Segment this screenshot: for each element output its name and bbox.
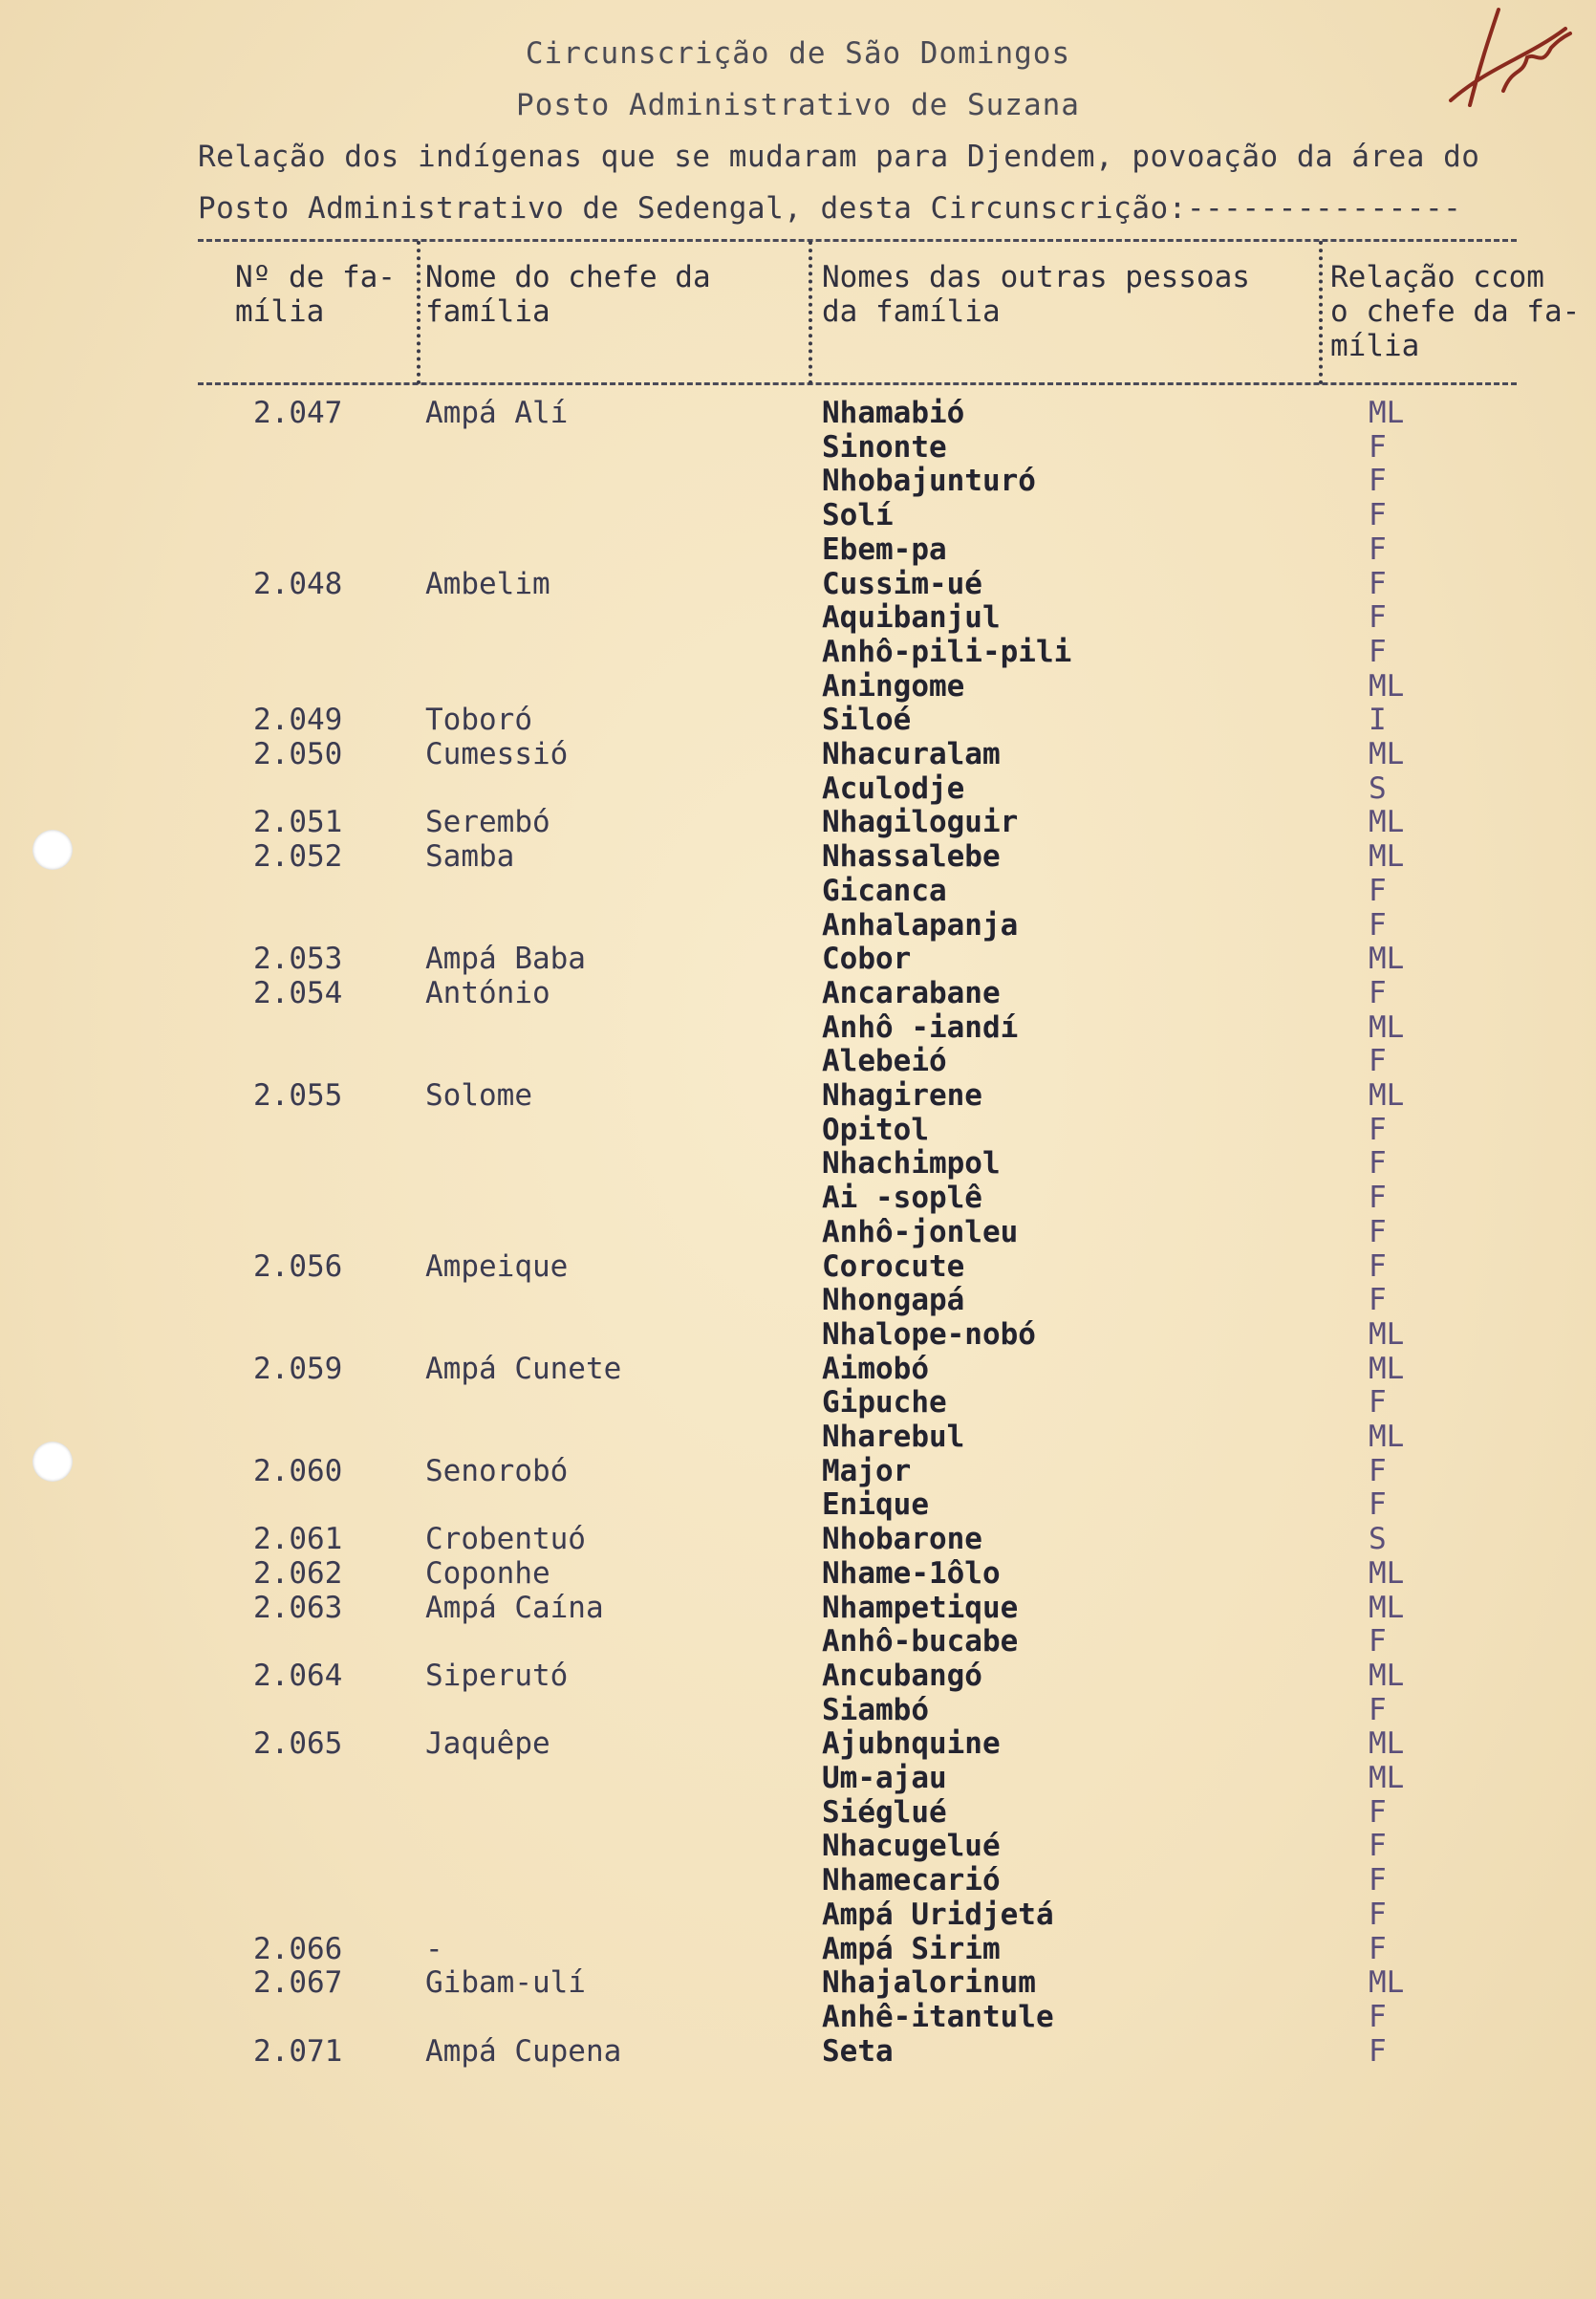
relation-code: ML [1369,1316,1405,1352]
member-name: Nhajalorinum [822,1965,1036,2001]
table-row [0,908,1596,943]
table-row [0,703,1596,737]
relation-code: F [1369,1112,1387,1147]
table-row [0,1556,1596,1591]
table-row [0,1113,1596,1147]
member-name: Alebeió [822,1044,947,1079]
table-row [0,1146,1596,1181]
family-head-name: Crobentuó [425,1522,586,1557]
family-number: 2.054 [253,975,343,1010]
member-name: Ebem-pa [822,531,947,567]
member-name: Solí [822,498,894,533]
relation-code: F [1369,1248,1387,1284]
table-row [0,532,1596,567]
table-row [0,1863,1596,1898]
relation-code: ML [1369,1078,1405,1113]
family-head-name: - [425,1931,443,1966]
table-row [0,635,1596,669]
district-title: Circunscrição de São Domingos [525,36,1071,71]
family-head-name: Gibam-ulí [425,1965,586,2001]
member-name: Nhalope-nobó [822,1316,1036,1352]
member-name: Anhô-jonleu [822,1214,1019,1249]
member-name: Aquibanjul [822,600,1001,636]
table-row [0,1932,1596,1966]
table-row [0,1010,1596,1045]
relation-code: F [1369,1692,1387,1727]
relation-code: ML [1369,1420,1405,1454]
family-number: 2.052 [253,839,343,875]
member-name: Um-ajau [822,1761,947,1795]
member-name: Anhô -iandí [822,1009,1019,1045]
relation-code: ML [1369,737,1405,771]
member-name: Ampá Sirim [822,1931,1001,1966]
relation-code: F [1369,1146,1387,1182]
table-row [0,1044,1596,1078]
member-name: Nhampetique [822,1590,1019,1625]
member-name: Nhacugelué [822,1829,1001,1864]
member-name: Nhassalebe [822,839,1001,875]
family-number: 2.062 [253,1555,343,1591]
column-separator [417,241,421,384]
member-name: Nhacuralam [822,737,1001,771]
table-row [0,1385,1596,1420]
table-row [0,464,1596,498]
relation-code: F [1369,1487,1387,1523]
family-head-name: Senorobó [425,1453,569,1488]
relation-code: ML [1369,805,1405,840]
relation-code: ML [1369,1590,1405,1625]
member-name: Ajubnquine [822,1726,1001,1762]
family-number: 2.065 [253,1726,343,1762]
header-relation: Relação ccom o chefe da fa- mília [1330,260,1581,363]
member-name: Sinonte [822,429,947,465]
family-head-name: Jaquêpe [425,1726,550,1762]
relation-code: F [1369,907,1387,943]
family-head-name: Ampá Cupena [425,2033,622,2069]
family-number: 2.061 [253,1522,343,1557]
intro-line-2: Posto Administrativo de Sedengal, desta Circunscrição:--------------- [198,191,1462,226]
member-name: Ai -soplê [822,1181,982,1216]
table-row [0,1795,1596,1830]
member-name: Nhamabió [822,396,965,430]
family-number: 2.053 [253,942,343,977]
relation-code: ML [1369,1658,1405,1693]
member-name: Nhagirene [822,1078,982,1113]
member-name: Gipuche [822,1385,947,1421]
family-number: 2.066 [253,1931,343,1966]
relation-code: F [1369,1385,1387,1421]
family-head-name: Siperutó [425,1658,569,1693]
header-other-members: Nomes das outras pessoas da família [822,260,1250,329]
member-name: Anhô-pili-pili [822,634,1072,669]
family-number: 2.047 [253,396,343,430]
post-title: Posto Administrativo de Suzana [516,88,1080,122]
member-name: Aimobó [822,1351,929,1386]
relation-code: F [1369,1931,1387,1966]
member-name: Cussim-ué [822,566,982,601]
relation-code: F [1369,531,1387,567]
family-number: 2.050 [253,737,343,771]
family-number: 2.067 [253,1965,343,2001]
table-row [0,2000,1596,2034]
header-family-number: Nº de fa- mília [235,260,396,329]
family-head-name: Toboró [425,703,532,738]
member-name: Nhobarone [822,1522,982,1557]
family-head-name: Ampá Alí [425,396,569,430]
relation-code: I [1369,703,1387,738]
relation-code: ML [1369,1761,1405,1795]
table-row [0,1659,1596,1693]
header-family-head: Nome do chefe da família [425,260,711,329]
table-row [0,1078,1596,1113]
relation-code: F [1369,1863,1387,1898]
relation-code: ML [1369,396,1405,430]
member-name: Major [822,1453,912,1488]
member-name: Ancarabane [822,975,1001,1010]
family-number: 2.059 [253,1351,343,1386]
relation-code: F [1369,634,1387,669]
family-number: 2.063 [253,1590,343,1625]
member-name: Nhamecarió [822,1863,1001,1898]
table-row [0,1829,1596,1863]
table-row [0,942,1596,976]
relation-code: ML [1369,1351,1405,1386]
table-row [0,1317,1596,1352]
table-row [0,669,1596,704]
family-head-name: Ampá Caína [425,1590,604,1625]
table-row [0,839,1596,874]
relation-code: F [1369,1999,1387,2034]
member-name: Aculodje [822,770,965,806]
table-row [0,1181,1596,1215]
relation-code: F [1369,975,1387,1010]
member-name: Opitol [822,1112,929,1147]
table-row [0,1522,1596,1556]
family-number: 2.051 [253,805,343,840]
family-number: 2.071 [253,2033,343,2069]
relation-code: ML [1369,1009,1405,1045]
relation-code: ML [1369,1555,1405,1591]
table-row [0,498,1596,532]
member-name: Ampá Uridjetá [822,1897,1054,1932]
table-row [0,1352,1596,1386]
member-name: Seta [822,2033,894,2069]
family-head-name: Samba [425,839,515,875]
relation-code: F [1369,1044,1387,1079]
relation-code: ML [1369,839,1405,875]
family-head-name: Ampá Cunete [425,1351,622,1386]
table-row [0,737,1596,771]
table-row [0,874,1596,908]
relation-code: ML [1369,942,1405,977]
table-row [0,1624,1596,1659]
member-name: Nhachimpol [822,1146,1001,1182]
column-separator [809,241,812,384]
table-row [0,430,1596,465]
family-number: 2.048 [253,566,343,601]
member-name: Siéglué [822,1794,947,1830]
relation-code: F [1369,1453,1387,1488]
member-name: Gicanca [822,873,947,908]
family-number: 2.064 [253,1658,343,1693]
member-name: Anhê-itantule [822,1999,1054,2034]
table-row [0,1454,1596,1488]
family-number: 2.049 [253,703,343,738]
member-name: Siloé [822,703,912,738]
family-head-name: António [425,975,550,1010]
member-name: Nhobajunturó [822,464,1036,499]
member-name: Nhame-1ôlo [822,1555,1001,1591]
family-head-name: Cumessió [425,737,569,771]
relation-code: F [1369,1829,1387,1864]
family-number: 2.055 [253,1078,343,1113]
relation-code: F [1369,566,1387,601]
relation-code: F [1369,600,1387,636]
intro-line-1: Relação dos indígenas que se mudaram para Djendem, povoação da área do [198,140,1480,174]
family-head-name: Serembó [425,805,550,840]
relation-code: ML [1369,1965,1405,2001]
member-name: Nhagiloguir [822,805,1019,840]
family-head-name: Coponhe [425,1555,550,1591]
column-separator [1319,241,1323,384]
family-head-name: Ambelim [425,566,550,601]
relation-code: F [1369,464,1387,499]
table-row [0,976,1596,1010]
table-row [0,1591,1596,1625]
table-row [0,1283,1596,1317]
table-row [0,1420,1596,1454]
family-number: 2.060 [253,1453,343,1488]
family-number: 2.056 [253,1248,343,1284]
table-row [0,1965,1596,2000]
table-row [0,1215,1596,1249]
relation-code: F [1369,1897,1387,1932]
member-name: Anhô-bucabe [822,1624,1019,1659]
relation-code: F [1369,1624,1387,1659]
relation-code: F [1369,1214,1387,1249]
table-row [0,567,1596,601]
family-head-name: Ampeique [425,1248,569,1284]
table-row [0,1726,1596,1761]
member-name: Corocute [822,1248,965,1284]
relation-code: ML [1369,668,1405,704]
member-name: Siambó [822,1692,929,1727]
table-row [0,1761,1596,1795]
relation-code: F [1369,429,1387,465]
table-row [0,1898,1596,1932]
relation-code: F [1369,2033,1387,2069]
relation-code: S [1369,770,1387,806]
table-row [0,1693,1596,1727]
relation-code: ML [1369,1726,1405,1762]
relation-code: F [1369,1181,1387,1216]
member-name: Anhalapanja [822,907,1019,943]
table-row [0,600,1596,635]
table-row [0,805,1596,839]
relation-code: F [1369,498,1387,533]
member-name: Enique [822,1487,929,1523]
relation-code: F [1369,1283,1387,1318]
relation-code: F [1369,1794,1387,1830]
member-name: Aningome [822,668,965,704]
family-head-name: Solome [425,1078,532,1113]
table-row [0,1487,1596,1522]
member-name: Nhongapá [822,1283,965,1318]
table-row [0,1249,1596,1284]
relation-code: F [1369,873,1387,908]
member-name: Nharebul [822,1420,965,1454]
member-name: Cobor [822,942,912,977]
family-head-name: Ampá Baba [425,942,586,977]
relation-code: S [1369,1522,1387,1557]
table-row [0,396,1596,430]
member-name: Ancubangó [822,1658,982,1693]
table-row [0,771,1596,806]
table-row [0,2034,1596,2069]
